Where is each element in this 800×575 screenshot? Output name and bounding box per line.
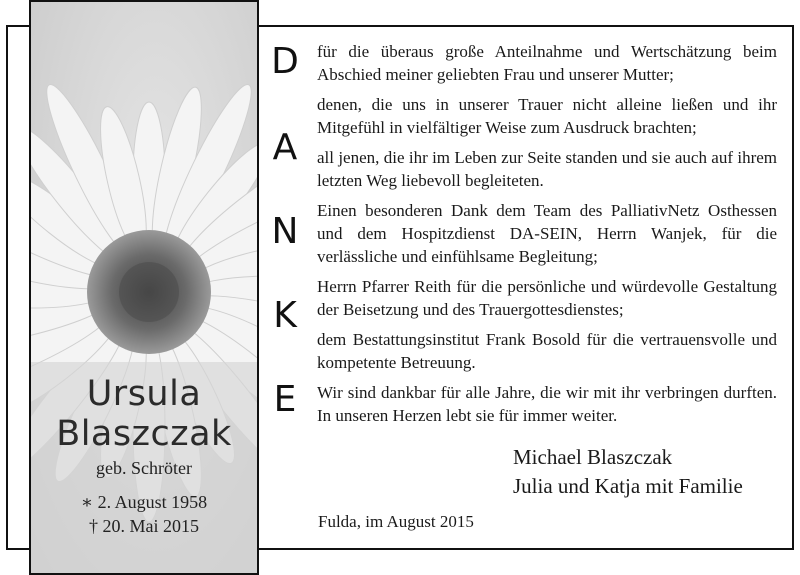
paragraph-4: Einen besonderen Dank dem Team des PalliativNetz Osthessen und dem Hospitzdienst DA-SEIN, Herrn Wanjek, für die verlässliche und einfühlsame Begleitung;: [317, 201, 777, 266]
paragraph-7: Wir sind dankbar für alle Jahre, die wir mit ihr verbringen durften. In unseren Herzen lebt sie für immer weiter.: [317, 383, 777, 425]
signature-line-2: Julia und Katja mit Familie: [513, 474, 743, 498]
paragraph-3: all jenen, die ihr im Leben zur Seite standen und sie auch auf ihrem letzten Weg liebevoll begleiteten.: [317, 148, 777, 190]
flower-image: [31, 2, 257, 573]
first-name: Ursula: [86, 374, 202, 414]
paragraph-6: dem Bestattungsinstitut Frank Bosold für die vertrauensvolle und kompetente Betreuung.: [317, 330, 777, 372]
danke-letter-n: N: [271, 211, 299, 252]
deceased-name: [31, 374, 257, 454]
death-date: † 20. Mai 2015: [89, 516, 199, 536]
signature: [513, 443, 743, 501]
danke-letter-a: A: [272, 127, 298, 168]
paragraph-5: Herrn Pfarrer Reith für die persönliche und würdevolle Gestaltung der Beisetzung und des Trauergottesdienstes;: [317, 277, 777, 319]
maiden-name: geb. Schröter: [96, 458, 192, 478]
paragraph-1: für die überaus große Anteilnahme und Wertschätzung beim Abschied meiner geliebten Frau und unserer Mutter;: [317, 42, 777, 84]
danke-letter-e: E: [273, 379, 297, 420]
paragraph-2: denen, die uns in unserer Trauer nicht alleine ließen und ihr Mitgefühl in vielfältiger Weise zum Ausdruck brachten;: [317, 95, 777, 137]
birth-date: ∗ 2. August 1958: [80, 492, 208, 512]
photo-panel: [29, 0, 259, 575]
signature-line-1: Michael Blaszczak: [513, 445, 673, 469]
last-name: Blaszczak: [56, 414, 232, 454]
danke-letter-d: D: [271, 41, 299, 82]
place-date: Fulda, im August 2015: [318, 512, 474, 531]
danke-letter-k: K: [273, 295, 297, 336]
life-dates: [31, 490, 257, 538]
